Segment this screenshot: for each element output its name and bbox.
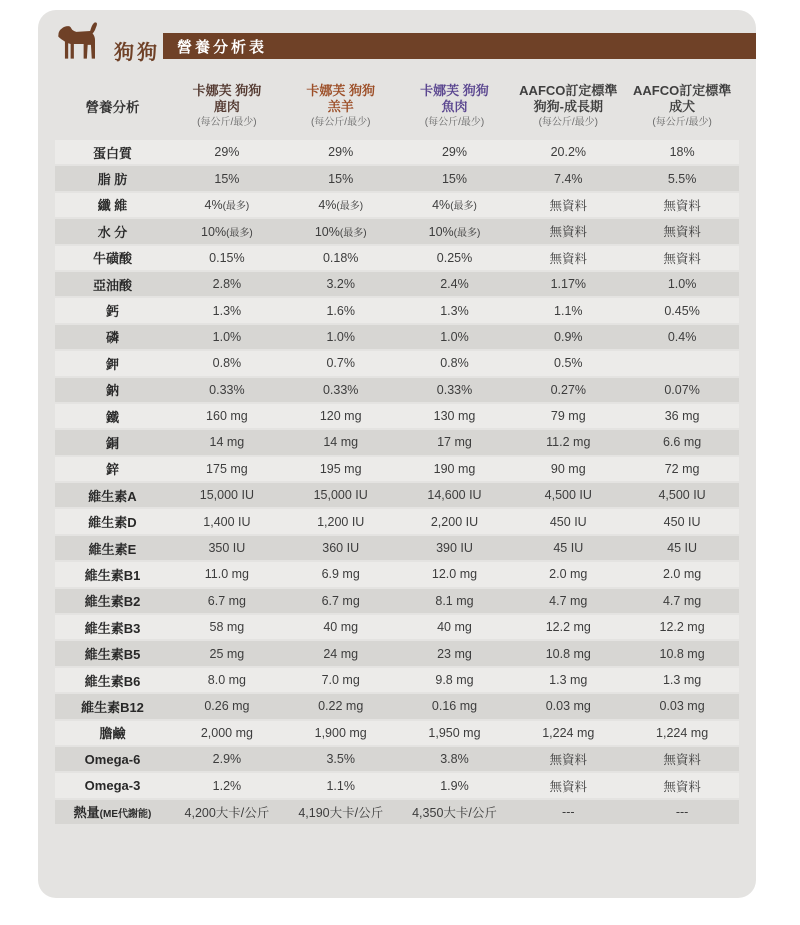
row-label: 鈣 <box>105 304 119 320</box>
row-label: 磷 <box>105 330 119 346</box>
value-cell: 無資料 <box>549 753 588 768</box>
value-cell: 1.0% <box>212 329 242 344</box>
value-cell: 0.16 mg <box>431 699 478 714</box>
value-cell: 0.33% <box>322 382 359 397</box>
value-cell: 14 mg <box>209 435 245 450</box>
value-cell: 4.7 mg <box>662 593 702 608</box>
value-cell: 2,200 IU <box>430 514 479 529</box>
value-cell: 350 IU <box>208 541 246 556</box>
row-label: 蛋白質 <box>92 145 132 161</box>
value-cell: 72 mg <box>664 461 700 476</box>
column-variant-line: 羔羊 <box>327 99 354 114</box>
value-cell: 360 IU <box>322 541 360 556</box>
value-cell: 17 mg <box>437 435 472 450</box>
value-cell: 8.1 mg <box>435 593 474 608</box>
row-label: 纖 維 <box>97 198 128 214</box>
nutrition-table-body <box>55 140 739 826</box>
value-cell: 6.7 mg <box>207 593 246 608</box>
column-header-3 <box>398 83 512 129</box>
value-cell: 4.7 mg <box>549 593 588 608</box>
table-row <box>55 536 739 562</box>
value-cell: 450 IU <box>663 514 701 529</box>
table-row <box>55 800 739 826</box>
value-cell: 1.17% <box>550 277 587 292</box>
value-cell: 18% <box>669 145 695 160</box>
row-label: 維生素B5 <box>84 647 141 663</box>
panel-header <box>38 10 756 72</box>
row-label: 牛磺酸 <box>92 251 132 267</box>
column-header-5 <box>625 83 739 129</box>
table-row <box>55 562 739 588</box>
value-cell: 160 mg <box>206 409 248 424</box>
value-cell: 2.8% <box>212 277 242 292</box>
row-label: 水 分 <box>97 224 128 240</box>
value-cell: 45 IU <box>553 541 584 556</box>
value-cell: 40 mg <box>323 620 359 635</box>
row-label: 維生素B3 <box>84 620 141 636</box>
value-cell: 0.45% <box>664 303 700 318</box>
value-cell: 1,950 mg <box>428 725 481 740</box>
row-label: Omega-6 <box>84 751 141 767</box>
value-cell: 390 IU <box>436 541 473 556</box>
value-cell: 1,224 mg <box>542 725 595 740</box>
value-cell: 79 mg <box>550 409 586 424</box>
value-cell: 15% <box>328 171 354 186</box>
value-cell: 0.07% <box>664 382 700 397</box>
value-cell: 10%(最多) <box>314 224 367 239</box>
value-cell: 0.9% <box>554 329 583 344</box>
value-cell: 9.8 mg <box>435 673 474 687</box>
table-row <box>55 378 739 404</box>
value-cell: 6.6 mg <box>662 435 702 450</box>
row-label: 亞油酸 <box>92 277 132 293</box>
value-cell: 15% <box>214 171 240 186</box>
value-cell: 120 mg <box>319 409 362 424</box>
value-cell: 10%(最多) <box>428 224 481 239</box>
value-cell: 無資料 <box>663 753 701 768</box>
value-cell: 25 mg <box>209 646 245 661</box>
value-cell: 11.0 mg <box>204 567 250 582</box>
cell-qualifier: (最多) <box>450 201 477 213</box>
value-cell: 24 mg <box>323 646 359 661</box>
value-cell: 4,200大卡/公斤 <box>184 805 270 820</box>
column-header-1 <box>170 83 284 129</box>
table-row <box>55 747 739 773</box>
cell-qualifier: (ME代謝能) <box>99 809 152 821</box>
table-row <box>55 641 739 667</box>
row-label: 維生素B2 <box>84 594 141 610</box>
nutrition-analysis-panel <box>38 10 756 898</box>
cell-qualifier: (最多) <box>336 201 364 213</box>
row-label: 維生素A <box>88 488 137 504</box>
table-row <box>55 457 739 483</box>
value-cell: 無資料 <box>663 198 701 213</box>
column-header-analysis: 營養分析 <box>85 100 140 115</box>
column-header-4 <box>511 83 625 129</box>
value-cell: 0.27% <box>550 382 587 397</box>
value-cell: 15% <box>441 171 467 186</box>
value-cell: 1.0% <box>667 277 697 292</box>
value-cell: 4,350大卡/公斤 <box>412 805 497 820</box>
row-label: 維生素B12 <box>81 699 144 715</box>
column-brand-line: 卡娜芙 狗狗 <box>192 83 262 98</box>
value-cell: 1,900 mg <box>314 725 367 740</box>
column-brand-line: AAFCO訂定標準 <box>519 83 618 98</box>
value-cell: 195 mg <box>319 461 362 476</box>
value-cell: 14 mg <box>323 435 359 450</box>
value-cell: 15,000 IU <box>313 488 368 503</box>
value-cell: 0.33% <box>209 382 245 397</box>
value-cell: 3.5% <box>326 752 355 767</box>
row-label: Omega-3 <box>84 778 141 794</box>
table-row <box>55 272 739 298</box>
value-cell: 10.8 mg <box>545 646 591 661</box>
value-cell: 20.2% <box>550 145 587 160</box>
value-cell: 1,400 IU <box>203 514 251 529</box>
species-title: 狗狗 <box>114 42 160 64</box>
value-cell: 無資料 <box>663 251 701 266</box>
column-variant-line: 成犬 <box>669 99 696 114</box>
value-cell: 130 mg <box>433 409 476 424</box>
table-row <box>55 721 739 747</box>
value-cell: 4%(最多) <box>204 198 250 213</box>
value-cell: 1.9% <box>440 778 469 793</box>
value-cell: 4,500 IU <box>658 488 706 503</box>
value-cell: 29% <box>441 145 467 160</box>
value-cell: 12.2 mg <box>659 620 705 635</box>
value-cell: 8.0 mg <box>207 673 246 687</box>
row-label: 鉀 <box>105 356 119 372</box>
column-brand-line: AAFCO訂定標準 <box>632 83 732 98</box>
value-cell: 1.3% <box>212 303 242 318</box>
dog-icon <box>56 22 108 66</box>
table-row <box>55 298 739 324</box>
table-row <box>55 668 739 694</box>
value-cell: 1.0% <box>326 329 355 344</box>
value-cell: 1,200 IU <box>317 514 365 529</box>
value-cell: 175 mg <box>206 461 248 476</box>
value-cell: 0.03 mg <box>659 699 705 714</box>
value-cell: 10%(最多) <box>201 224 253 239</box>
table-row <box>55 325 739 351</box>
table-row <box>55 509 739 535</box>
value-cell: 0.18% <box>322 250 359 265</box>
value-cell: 4%(最多) <box>318 198 364 213</box>
value-cell: 0.8% <box>212 356 242 371</box>
value-cell: 無資料 <box>549 198 588 213</box>
column-header-row <box>55 76 739 136</box>
table-title-bar <box>163 33 756 59</box>
value-cell: 無資料 <box>549 251 588 266</box>
column-unit-note: (每公斤/最少) <box>424 117 485 128</box>
value-cell: 10.8 mg <box>659 646 705 661</box>
value-cell: 7.0 mg <box>321 673 360 687</box>
value-cell: 1.6% <box>326 303 355 318</box>
value-cell: 1,224 mg <box>656 725 709 740</box>
table-row <box>55 193 739 219</box>
value-cell: 12.2 mg <box>545 620 591 635</box>
value-cell: 3.8% <box>440 752 469 767</box>
table-row <box>55 246 739 272</box>
value-cell: 190 mg <box>433 461 476 476</box>
column-brand-line: 卡娜芙 狗狗 <box>420 83 489 98</box>
value-cell: 6.9 mg <box>321 567 360 582</box>
value-cell: 90 mg <box>550 461 586 476</box>
value-cell: 2,000 mg <box>200 725 253 740</box>
table-row <box>55 430 739 456</box>
table-row <box>55 166 739 192</box>
value-cell: 0.8% <box>440 356 469 371</box>
value-cell: 15,000 IU <box>199 488 254 503</box>
column-variant-line: 狗狗-成長期 <box>533 99 603 114</box>
value-cell: 4,500 IU <box>544 488 592 503</box>
column-unit-note: (每公斤/最少) <box>197 117 257 128</box>
value-cell: 0.5% <box>554 356 583 371</box>
value-cell: 無資料 <box>663 779 701 794</box>
column-variant-line: 鹿肉 <box>213 99 240 114</box>
column-variant-line: 魚肉 <box>441 99 468 114</box>
value-cell: 無資料 <box>549 779 588 794</box>
value-cell: --- <box>675 804 689 819</box>
value-cell: 0.7% <box>326 356 355 371</box>
value-cell: 1.3 mg <box>549 673 588 687</box>
row-label: 維生素E <box>88 541 137 557</box>
column-unit-note: (每公斤/最少) <box>652 117 712 128</box>
value-cell: 1.1% <box>326 778 355 793</box>
value-cell: 2.0 mg <box>549 567 588 582</box>
row-label: 銅 <box>105 435 119 451</box>
value-cell: 1.2% <box>212 778 242 793</box>
table-row <box>55 483 739 509</box>
value-cell: 14,600 IU <box>427 488 482 503</box>
cell-qualifier: (最多) <box>453 227 481 239</box>
value-cell: 1.3 mg <box>662 673 702 687</box>
value-cell: 4%(最多) <box>432 198 477 213</box>
value-cell: 5.5% <box>667 171 697 186</box>
value-cell: 29% <box>214 145 240 160</box>
value-cell: 7.4% <box>554 171 583 186</box>
cell-qualifier: (最多) <box>339 227 367 239</box>
table-row <box>55 615 739 641</box>
value-cell: 2.4% <box>440 277 469 292</box>
row-label: 鋅 <box>105 462 119 478</box>
value-cell: 450 IU <box>549 514 587 529</box>
value-cell: 0.4% <box>667 329 697 344</box>
table-row <box>55 404 739 430</box>
table-row <box>55 773 739 799</box>
value-cell: 0.33% <box>436 382 473 397</box>
value-cell: 2.9% <box>212 752 242 767</box>
column-unit-note: (每公斤/最少) <box>310 117 371 128</box>
cell-qualifier: (最多) <box>226 227 253 239</box>
row-label: 維生素D <box>88 515 137 531</box>
cell-qualifier: (最多) <box>222 201 250 213</box>
table-row <box>55 351 739 377</box>
value-cell: 11.2 mg <box>546 435 591 450</box>
value-cell: 0.25% <box>436 250 473 265</box>
value-cell: 無資料 <box>663 225 701 240</box>
value-cell: 40 mg <box>437 620 472 635</box>
value-cell: 2.0 mg <box>662 567 702 582</box>
table-row <box>55 140 739 166</box>
row-label: 維生素B6 <box>84 673 141 689</box>
value-cell: 0.15% <box>209 250 245 265</box>
column-unit-note: (每公斤/最少) <box>538 117 599 128</box>
value-cell: 36 mg <box>664 409 700 424</box>
row-label: 鐵 <box>105 409 119 425</box>
row-label: 維生素B1 <box>84 567 141 583</box>
value-cell: 45 IU <box>667 541 698 556</box>
table-row <box>55 589 739 615</box>
column-brand-line: 卡娜芙 狗狗 <box>306 83 375 98</box>
value-cell: 無資料 <box>549 225 588 240</box>
column-header-2 <box>284 83 398 129</box>
value-cell: 0.26 mg <box>204 699 250 714</box>
value-cell: 6.7 mg <box>321 593 360 608</box>
row-label: 脂 肪 <box>97 172 128 188</box>
value-cell: 1.1% <box>554 303 583 318</box>
value-cell: 4,190大卡/公斤 <box>298 805 384 820</box>
value-cell: 12.0 mg <box>431 567 478 582</box>
value-cell: 29% <box>328 145 354 160</box>
table-row <box>55 219 739 245</box>
value-cell: 3.2% <box>326 277 355 292</box>
value-cell: 58 mg <box>209 620 245 635</box>
value-cell: 0.22 mg <box>318 699 364 714</box>
value-cell: 23 mg <box>437 646 472 661</box>
value-cell: 0.03 mg <box>545 699 591 714</box>
table-row <box>55 694 739 720</box>
table-title: 營養分析表 <box>177 38 268 56</box>
row-label: 鈉 <box>105 383 119 399</box>
value-cell: --- <box>562 804 575 819</box>
value-cell: 1.3% <box>440 303 469 318</box>
row-label: 熱量(ME代謝能) <box>73 805 152 821</box>
value-cell: 1.0% <box>440 329 469 344</box>
row-label: 膽鹼 <box>99 726 126 742</box>
